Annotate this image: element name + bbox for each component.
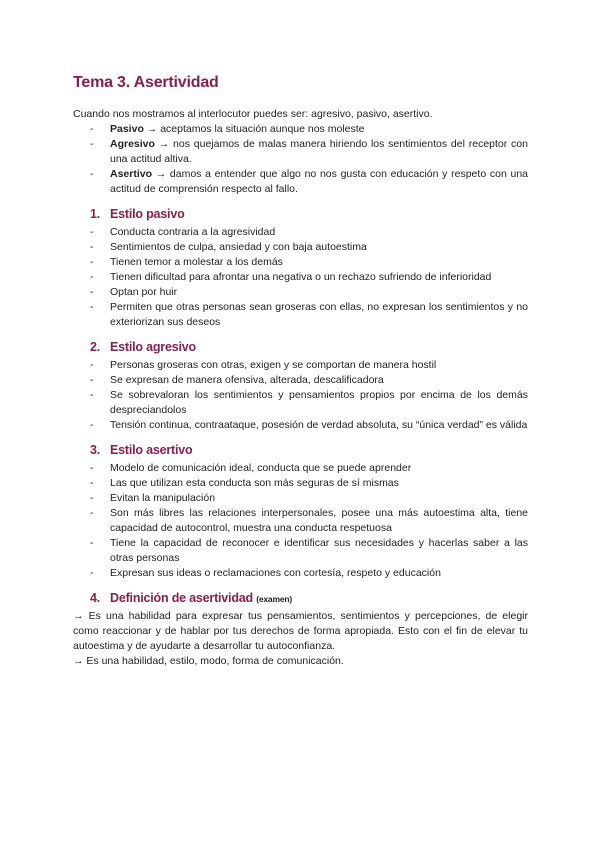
definition-paragraph: → Es una habilidad, estilo, modo, forma de comunicación. [73, 655, 344, 667]
list-item: - Conducta contraria a la agresividad [73, 225, 528, 240]
list-item: - Sentimientos de culpa, ansiedad y con baja autoestima [73, 240, 528, 255]
list-item [73, 167, 528, 197]
term: Asertivo [110, 168, 153, 180]
term-description: → nos quejamos de malas manera hiriendo los sentimientos del receptor con una actitud altiva. [110, 138, 528, 165]
list-item [73, 122, 528, 137]
list-item: - Tiene la capacidad de reconocer e identificar sus necesidades y hacerlas saber a las otras personas [73, 536, 528, 566]
list-item: - Tienen temor a molestar a los demás [73, 255, 528, 270]
exam-tag: (examen) [256, 594, 292, 604]
section-list-asertivo [73, 461, 528, 581]
intro-text: Cuando nos mostramos al interlocutor puedes ser: agresivo, pasivo, asertivo. [73, 108, 433, 120]
section-list-agresivo [73, 358, 528, 433]
term-description: → damos a entender que algo no nos gusta con educación y respeto con una actitud de comprensión respecto al fallo. [110, 168, 528, 195]
list-item: - Permiten que otras personas sean groseras con ellas, no expresan los sentimientos y no exteriorizan sus deseos [73, 300, 528, 330]
section-number: 2. [90, 340, 101, 354]
list-item: - Se expresan de manera ofensiva, alterada, descalificadora [73, 373, 528, 388]
definition-paragraph: → Es una habilidad para expresar tus pensamientos, sentimientos y percepciones, de elegir como reaccionar y de hablar por tus derechos de forma apropiada. Esto con el fin de elevar tu autoestima y de ayudarte a desarrollar tu autoconfianza. [73, 610, 528, 652]
list-item [73, 137, 528, 167]
list-item: - Las que utilizan esta conducta son más seguras de sí mismas [73, 476, 528, 491]
section-title: Estilo asertivo [110, 443, 193, 457]
list-item: - Expresan sus ideas o reclamaciones con cortesía, respeto y educación [73, 566, 528, 581]
section-list-pasivo [73, 225, 528, 330]
section-title: Estilo pasivo [110, 207, 185, 221]
term: Pasivo [110, 123, 144, 135]
section-title: Definición de asertividad [110, 591, 253, 605]
section-title: Estilo agresivo [110, 340, 196, 354]
list-item: - Tensión continua, contraataque, posesión de verdad absoluta, su “única verdad” es válida [73, 418, 528, 433]
document-title: Tema 3. Asertividad [73, 74, 219, 91]
term: Agresivo [110, 138, 155, 150]
list-item: - Tienen dificultad para afrontar una negativa o un rechazo sufriendo de inferioridad [73, 270, 528, 285]
section-number: 1. [90, 207, 101, 221]
list-item: - Personas groseras con otras, exigen y se comportan de manera hostil [73, 358, 528, 373]
intro-list [73, 122, 528, 197]
list-item: - Se sobrevaloran los sentimientos y pensamientos propios por encima de los demás despreciandolos [73, 388, 528, 418]
section-heading-definicion [90, 591, 528, 605]
section-number: 4. [90, 591, 101, 605]
section-number: 3. [90, 443, 101, 457]
list-item: - Evitan la manipulación [73, 491, 528, 506]
list-item: - Modelo de comunicación ideal, conducta que se puede aprender [73, 461, 528, 476]
section-heading-agresivo [90, 340, 528, 354]
term-description: → aceptamos la situación aunque nos moleste [143, 123, 365, 135]
list-item: - Son más libres las relaciones interpersonales, posee una más autoestima alta, tiene capacidad de autocontrol, muestra una conducta respetuosa [73, 506, 528, 536]
section-heading-asertivo [90, 443, 528, 457]
section-heading-pasivo [90, 207, 528, 221]
list-item: - Optan por huir [73, 285, 528, 300]
